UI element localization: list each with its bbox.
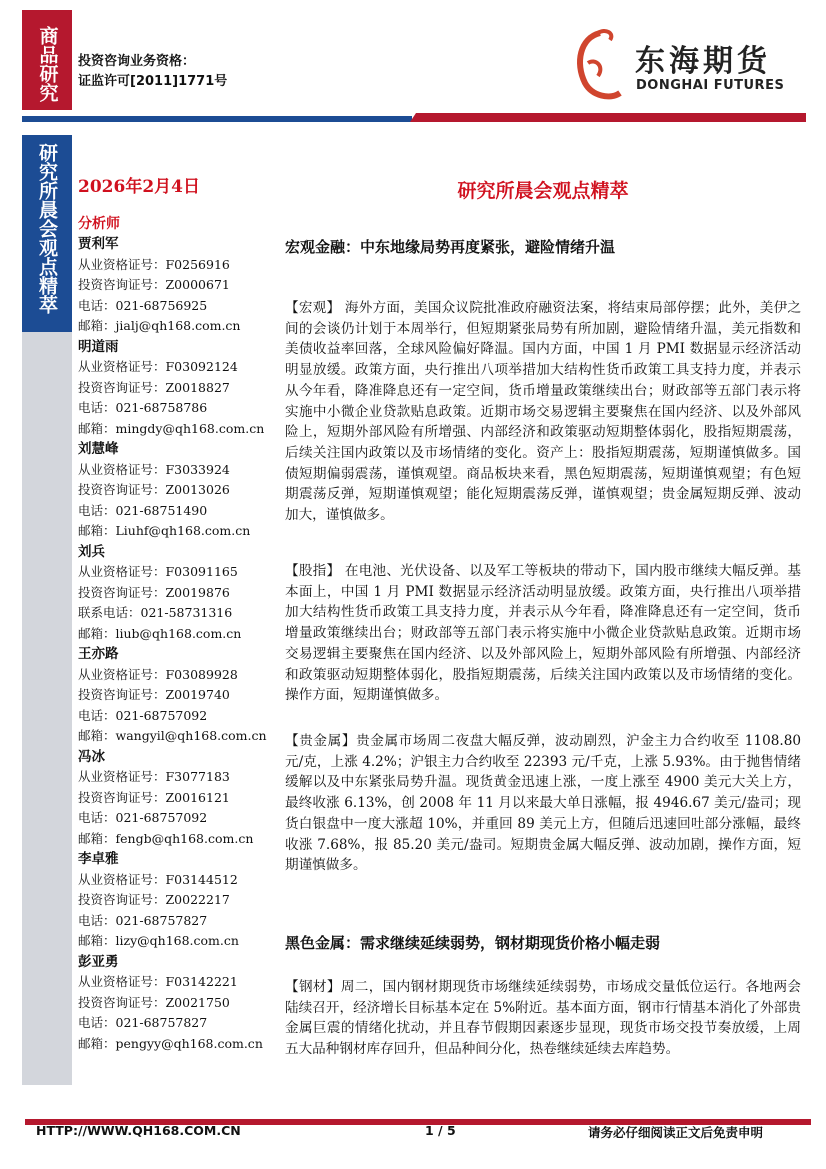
analyst-detail: 投资咨询证号：Z0019876 xyxy=(78,584,230,600)
analyst-detail: 电话：021-68757827 xyxy=(78,912,208,928)
analyst-detail: 邮箱：Liuhf@qh168.com.cn xyxy=(78,523,251,538)
qualification-label: 投资咨询业务资格： xyxy=(78,54,196,69)
analyst-detail: 从业资格证号：F03144512 xyxy=(78,871,238,887)
paragraph-macro: 【宏观】 海外方面，美国众议院批准政府融资法案，将结束局部停摆；此外，美伊之间的会谈仍计划于本周举行，但短期紧张局势有所加剧，避险情绪升温，美元指数和美债收益率回落，全球风险偏好降温。国内方面，中国 1 月 PMI 数据显示经济活动明显放缓。政策方面，央行推出八项举措加大结构性货币政策工具支持力度，并表示从今年看，降准降息还有一定空间，货币增量政策继续出台；财政部等五部门表示将实施中小微企业贷款贴息政策。近期市场交易逻辑主要聚焦在国内经济、以及外部风险上，短期外部风险有所增强、内部经济和政策驱动短期整体弱化，股指短期震荡，后续关注国内政策以及市场情绪的变化。资产上：股指短期震荡，短期谨慎做多。国债短期偏弱震荡，谨慎观望。商品板块来看，黑色短期震荡，短期谨慎观望；有色短期震荡反弹，短期谨慎观望；能化短期震荡反弹，谨慎观望；贵金属短期反弹、波动加大，谨慎做多。 xyxy=(285,300,801,524)
analyst-detail: 从业资格证号：F03089928 xyxy=(78,666,238,682)
section-heading-macro: 宏观金融：中东地缘局势再度紧张，避险情绪升温 xyxy=(285,238,616,256)
section-heading-ferrous: 黑色金属：需求继续延续弱势，钢材期现货价格小幅走弱 xyxy=(285,934,661,952)
license-number: 证监许可[2011]1771号 xyxy=(78,74,228,89)
analyst-sidebar xyxy=(78,172,278,1054)
paragraph-stock-index: 【股指】 在电池、光伏设备、以及军工等板块的带动下，国内股市继续大幅反弹。基本面上，中国 1 月 PMI 数据显示经济活动明显放缓。政策方面，央行推出八项举措加大结构性货币政策工具支持力度，并表示从今年看，降准降息还有一定空间，货币增量政策继续出台；财政部等五部门表示将实施中小微企业贷款贴息政策。近期市场交易逻辑主要聚焦在国内经济、以及外部风险上，短期外部风险有所增强、内部经济和政策驱动短期整体弱化，股指短期震荡，后续关注国内政策以及市场情绪的变化。操作方面，短期谨慎做多。 xyxy=(285,563,801,704)
analyst-detail: 邮箱：pengyy@qh168.com.cn xyxy=(78,1035,263,1051)
analyst-detail: 电话：021-68758786 xyxy=(78,400,208,415)
analyst-detail: 从业资格证号：F03092124 xyxy=(78,359,238,374)
analyst-detail: 从业资格证号：F3077183 xyxy=(78,769,230,784)
logo-text-en: DONGHAI FUTURES xyxy=(636,78,785,93)
analyst-detail: 电话：021-68757092 xyxy=(78,810,208,825)
analyst-detail: 电话：021-68751490 xyxy=(78,502,208,518)
analyst-detail: 电话：021-68757092 xyxy=(78,707,208,723)
analyst-detail: 联系电话：021-58731316 xyxy=(78,605,233,620)
analyst-name: 冯冰 xyxy=(78,748,105,765)
analyst-name: 贾利军 xyxy=(78,236,119,252)
analyst-detail: 邮箱：mingdy@qh168.com.cn xyxy=(78,420,265,436)
sidebar-band-gray xyxy=(22,332,72,1085)
analyst-name: 王亦路 xyxy=(78,646,119,662)
footer-disclaimer: 请务必仔细阅读正文后免责申明 xyxy=(588,1125,764,1140)
analyst-heading: 分析师 xyxy=(78,216,120,232)
analyst-detail: 电话：021-68757827 xyxy=(78,1015,208,1030)
qualification-info xyxy=(78,52,227,92)
analyst-detail: 投资咨询证号：Z0022217 xyxy=(78,892,230,907)
analyst-detail: 邮箱：wangyil@qh168.com.cn xyxy=(78,728,267,743)
header-divider-blue xyxy=(22,116,412,122)
analyst-detail: 从业资格证号：F0256916 xyxy=(78,256,230,272)
analyst-detail: 邮箱：jialj@qh168.com.cn xyxy=(78,318,241,333)
analyst-detail: 从业资格证号：F3033924 xyxy=(78,461,230,477)
analyst-detail: 投资咨询证号：Z0019740 xyxy=(78,687,230,702)
dragon-logo-icon xyxy=(570,28,630,103)
footer-url[interactable]: HTTP://WWW.QH168.COM.CN xyxy=(36,1123,241,1138)
analyst-name: 明道雨 xyxy=(78,338,119,355)
header-divider-red xyxy=(410,113,806,122)
donghai-logo xyxy=(570,28,805,103)
sidebar-band-title: 研究所晨会观点精萃 xyxy=(22,135,72,332)
logo-text-cn: 东海期货 xyxy=(635,44,771,79)
analyst-name: 刘兵 xyxy=(78,543,105,560)
analyst-detail: 电话：021-68756925 xyxy=(78,297,208,313)
analyst-name: 彭亚勇 xyxy=(78,953,119,970)
analyst-detail: 从业资格证号：F03091165 xyxy=(78,564,238,579)
analyst-detail: 邮箱：lizy@qh168.com.cn xyxy=(78,933,239,948)
analyst-detail: 投资咨询证号：Z0018827 xyxy=(78,379,230,395)
page-title: 研究所晨会观点精萃 xyxy=(457,180,629,202)
paragraph-steel: 【钢材】周二，国内钢材期现货市场继续延续弱势，市场成交量低位运行。各地两会陆续召开，经济增长目标基本定在 5%附近。基本面方面，钢市行情基本消化了外部贵金属巨震的情绪化扰动，并且春节假期因素逐步显现，现货市场交投节奏放缓，上周五大品种钢材库存回升，但品种间分化，热卷继续延续去库趋势。 xyxy=(285,979,801,1058)
analyst-detail: 投资咨询证号：Z0021750 xyxy=(78,994,230,1010)
analyst-name: 李卓雅 xyxy=(78,851,119,867)
analyst-detail: 投资咨询证号：Z0013026 xyxy=(78,482,230,497)
analyst-detail: 邮箱：fengb@qh168.com.cn xyxy=(78,830,254,846)
page-number: 1 / 5 xyxy=(425,1123,456,1138)
analyst-detail: 投资咨询证号：Z0000671 xyxy=(78,277,230,292)
analyst-name: 刘慧峰 xyxy=(78,441,119,457)
analyst-detail: 从业资格证号：F03142221 xyxy=(78,974,238,989)
analyst-detail: 投资咨询证号：Z0016121 xyxy=(78,789,230,805)
analyst-detail: 邮箱：liub@qh168.com.cn xyxy=(78,625,242,641)
report-date: 2026年2月4日 xyxy=(78,177,200,197)
paragraph-precious-metals: 【贵金属】贵金属市场周二夜盘大幅反弹，波动剧烈，沪金主力合约收至 1108.80 元/克，上涨 4.2%；沪银主力合约收至 22393 元/千克，上涨 5.93%。由于抛售情绪缓解以及中东紧张局势升温。现货黄金迅速上涨，一度上涨至 4900 美元大关上方，最终收涨 6.13%，创 2008 年 11 月以来最大单日涨幅，报 4946.67 美元/盎司；现货白银盘中一度大涨超 10%，并重回 89 美元上方，但随后迅速回吐部分涨幅，最终收涨 7.68%，报 85.20 美元/盎司。短期贵金属大幅反弹、波动加剧，操作方面，短期谨慎做多。 xyxy=(285,733,801,874)
category-badge: 商品研究 xyxy=(22,10,72,110)
